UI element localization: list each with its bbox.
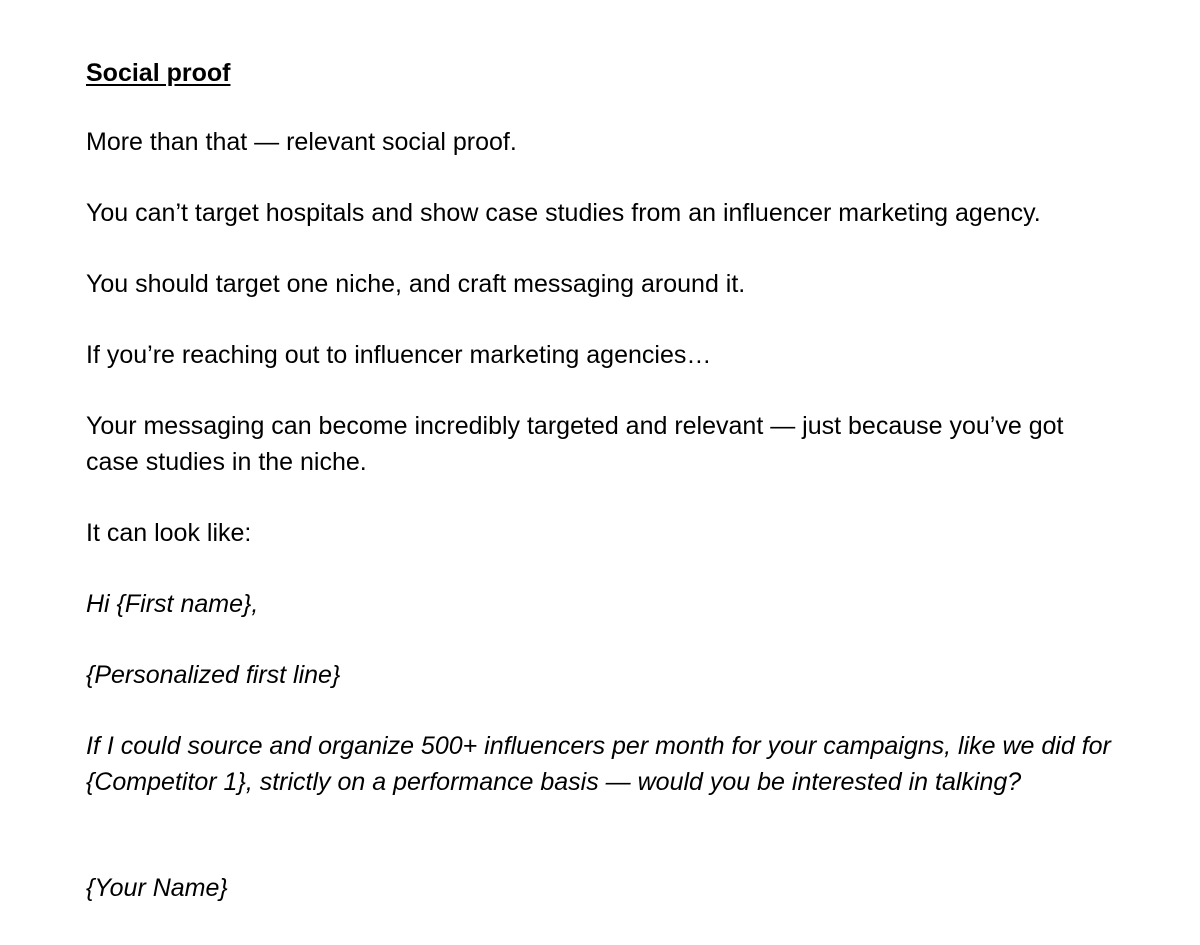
section-heading: Social proof: [86, 59, 231, 87]
template-first-line: {Personalized first line}: [86, 661, 341, 689]
paragraph-messaging: Your messaging can become incredibly targeted and relevant — just because you’ve got case studies in the niche.: [86, 412, 1064, 476]
template-greeting: Hi {First name},: [86, 590, 259, 618]
paragraph-reaching-out: If you’re reaching out to influencer marketing agencies…: [86, 341, 712, 369]
paragraph-look-like: It can look like:: [86, 519, 252, 547]
paragraph-intro: More than that — relevant social proof.: [86, 128, 517, 156]
template-body: If I could source and organize 500+ influencers per month for your campaigns, like we did for {Competitor 1}, strictly on a performance basis — would you be interested in talking?: [86, 732, 1111, 796]
template-signature: {Your Name}: [86, 874, 228, 902]
paragraph-target-niche: You should target one niche, and craft messaging around it.: [86, 270, 746, 298]
paragraph-hospitals: You can’t target hospitals and show case studies from an influencer marketing agency.: [86, 199, 1041, 227]
